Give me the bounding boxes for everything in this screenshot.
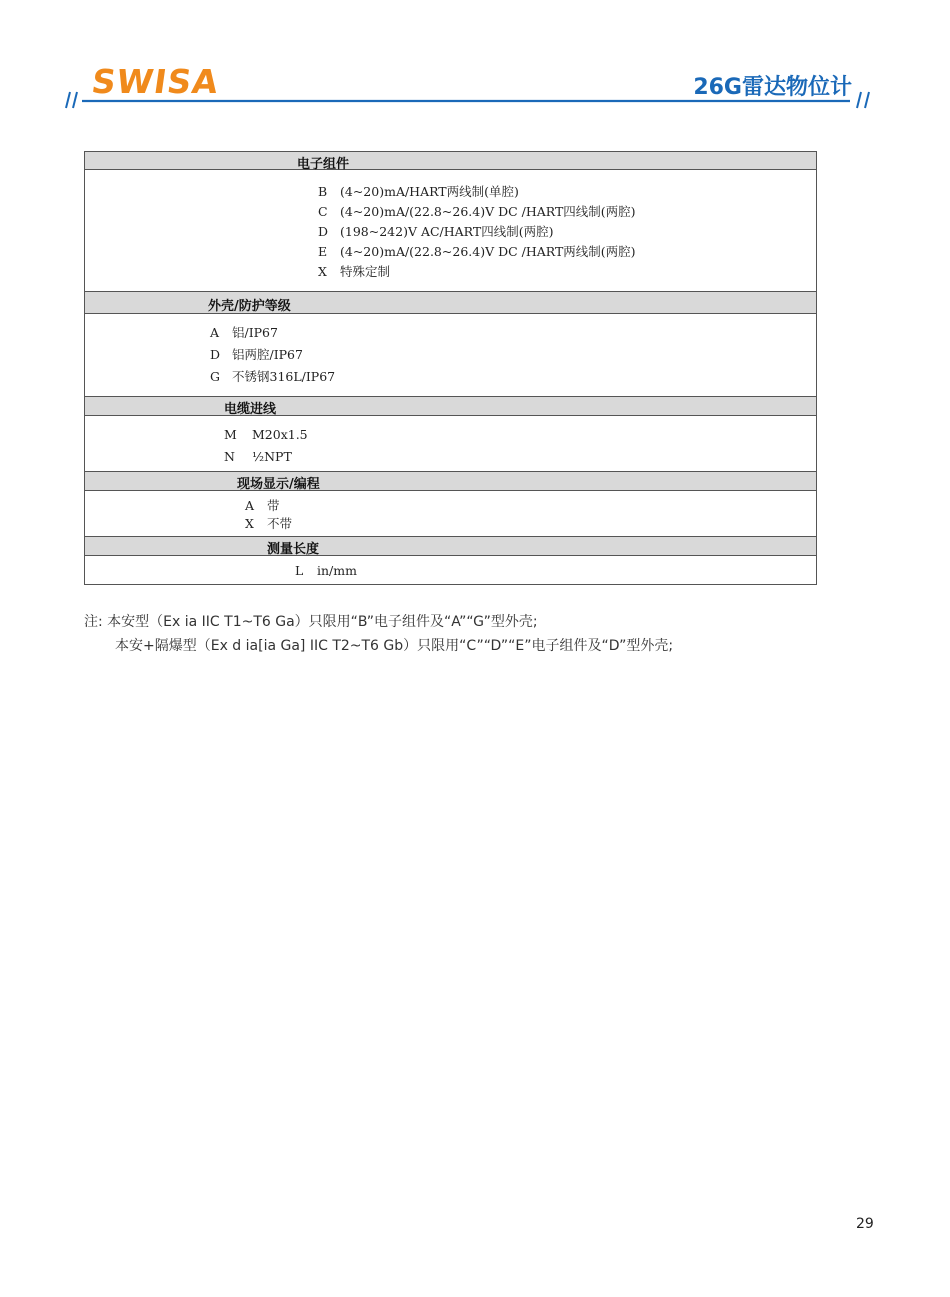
list-item bbox=[224, 427, 308, 442]
section-header-length bbox=[85, 536, 816, 556]
option-text: 不带 bbox=[267, 516, 293, 531]
section-header-cable-entry bbox=[85, 396, 816, 416]
list-item bbox=[210, 367, 335, 385]
page-number: 29 bbox=[856, 1216, 874, 1232]
option-code: E bbox=[318, 244, 328, 259]
option-text: (198~242)V AC/HART四线制(两腔) bbox=[340, 224, 554, 239]
option-text: 铝两腔/IP67 bbox=[232, 347, 303, 362]
option-text: (4~20)mA/HART两线制(单腔) bbox=[340, 184, 519, 199]
list-item bbox=[318, 222, 553, 240]
brand-logo: SWISA bbox=[89, 62, 222, 101]
ordering-table bbox=[84, 151, 817, 585]
option-code: B bbox=[318, 184, 328, 199]
section-title: 测量长度 bbox=[267, 542, 320, 557]
document-title: 26G雷达物位计 bbox=[693, 75, 852, 100]
option-text: 带 bbox=[267, 498, 280, 513]
footnote-line: 注: 本安型（Ex ia IIC T1~T6 Ga）只限用“B”电子组件及“A”“G”型外壳; bbox=[84, 614, 538, 630]
section-title: 电子组件 bbox=[297, 157, 350, 172]
option-text: 特殊定制 bbox=[340, 264, 391, 279]
option-code: D bbox=[318, 224, 329, 239]
option-code: N bbox=[224, 449, 235, 464]
section-header-housing bbox=[85, 291, 816, 314]
section-header-electronics bbox=[85, 151, 816, 170]
option-code: X bbox=[318, 264, 327, 279]
option-code: G bbox=[210, 369, 220, 384]
footnote bbox=[84, 610, 673, 658]
option-code: M bbox=[224, 427, 237, 442]
section-title: 外壳/防护等级 bbox=[208, 299, 291, 314]
list-item bbox=[210, 345, 303, 363]
option-code: L bbox=[295, 563, 304, 578]
page-header bbox=[0, 0, 950, 110]
list-item bbox=[295, 563, 357, 578]
list-item bbox=[318, 182, 519, 200]
option-code: X bbox=[245, 516, 254, 531]
list-item bbox=[245, 496, 280, 514]
list-item bbox=[318, 202, 636, 220]
list-item bbox=[224, 449, 292, 464]
option-code: A bbox=[245, 498, 255, 513]
option-code: A bbox=[210, 325, 220, 340]
list-item bbox=[318, 242, 636, 260]
section-title: 现场显示/编程 bbox=[237, 477, 320, 492]
header-rule bbox=[60, 90, 890, 110]
option-text: 铝/IP67 bbox=[232, 325, 278, 340]
option-text: (4~20)mA/(22.8~26.4)V DC /HART两线制(两腔) bbox=[340, 244, 636, 259]
section-header-display bbox=[85, 471, 816, 491]
list-item bbox=[245, 514, 292, 532]
option-text: (4~20)mA/(22.8~26.4)V DC /HART四线制(两腔) bbox=[340, 204, 636, 219]
footnote-line: 本安+隔爆型（Ex d ia[ia Ga] IIC T2~T6 Gb）只限用“C”“D”“E”电子组件及“D”型外壳; bbox=[115, 638, 674, 654]
list-item bbox=[318, 262, 390, 280]
option-text: in/mm bbox=[317, 563, 357, 578]
option-text: ½NPT bbox=[252, 449, 292, 464]
list-item bbox=[210, 323, 278, 341]
option-text: M20x1.5 bbox=[252, 427, 308, 442]
section-title: 电缆进线 bbox=[224, 402, 277, 417]
option-code: D bbox=[210, 347, 221, 362]
option-code: C bbox=[318, 204, 328, 219]
option-text: 不锈钢316L/IP67 bbox=[232, 369, 336, 384]
